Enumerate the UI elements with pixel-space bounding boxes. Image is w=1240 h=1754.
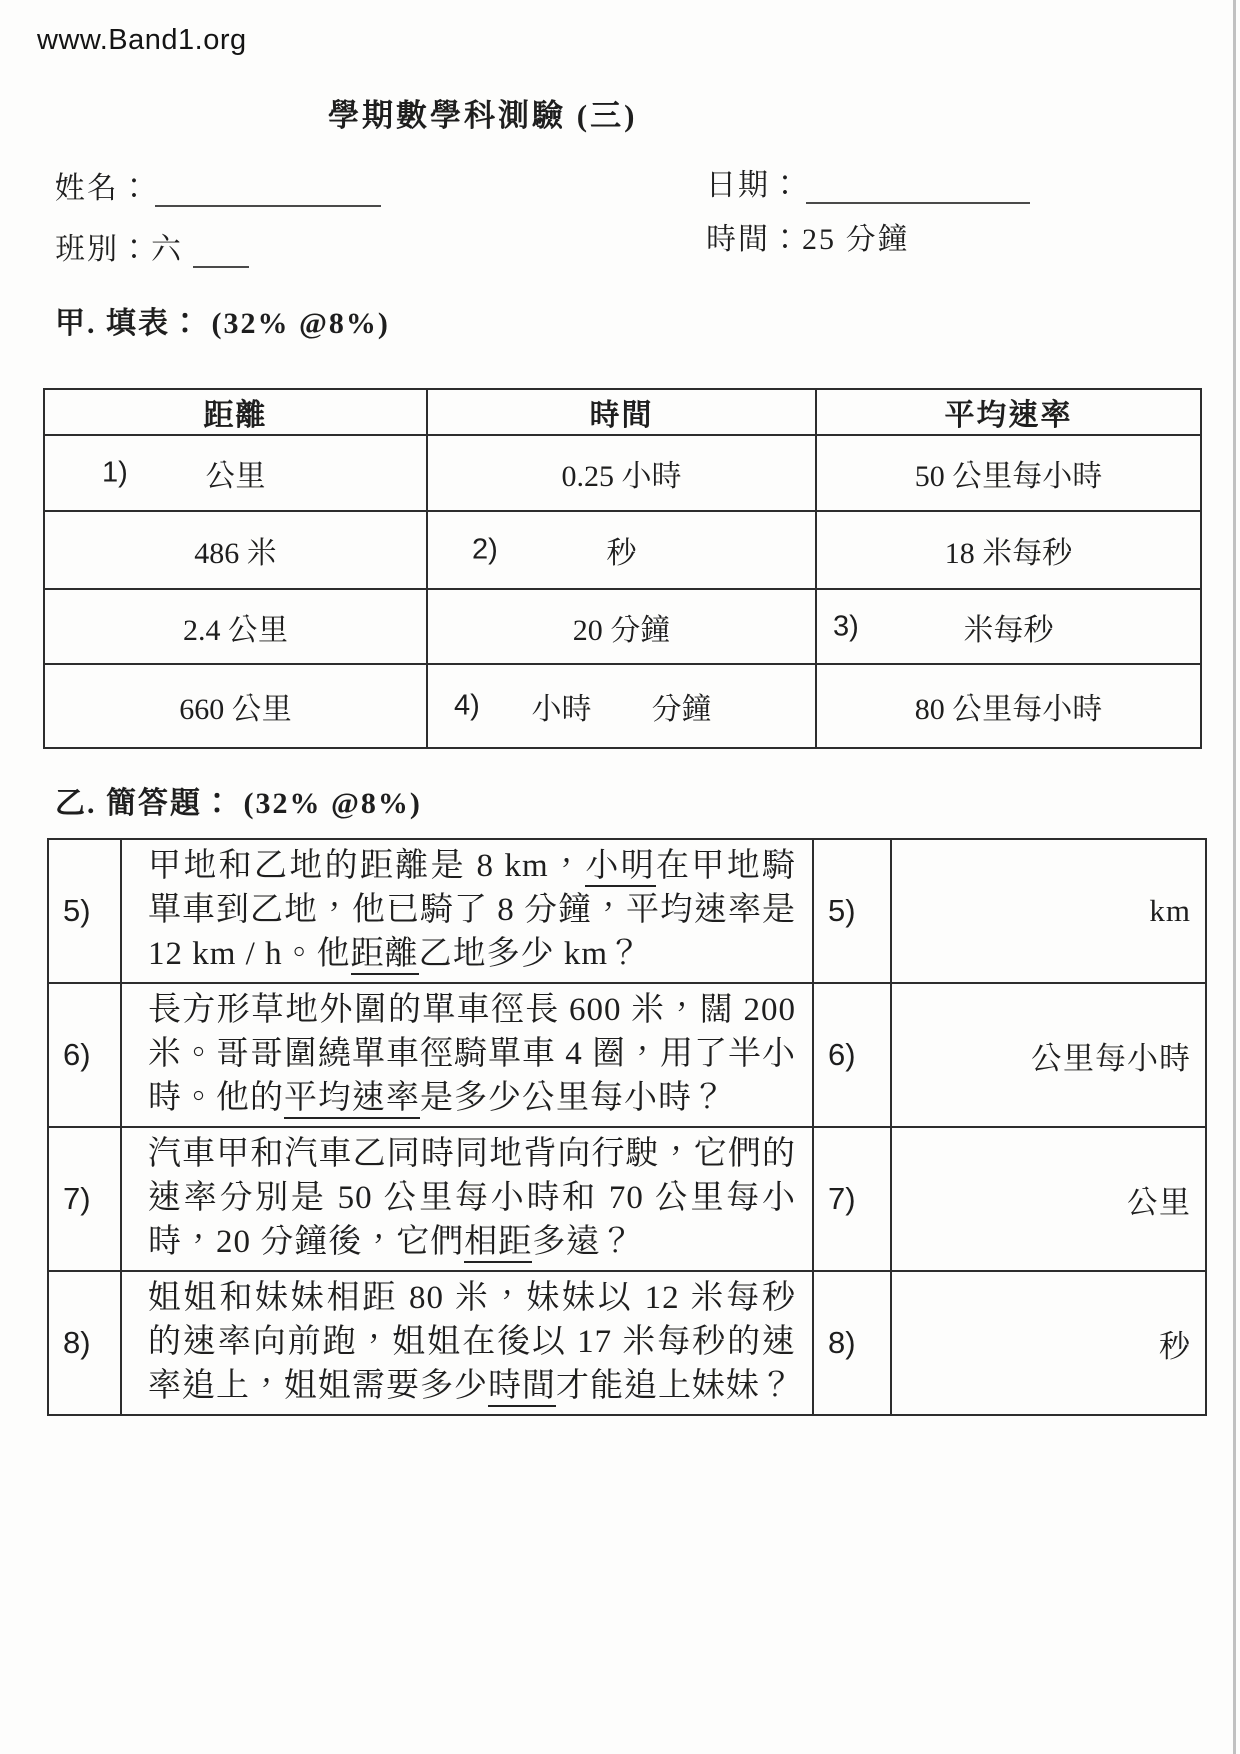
questions-table: [47, 838, 1207, 1416]
question-text: [121, 1271, 813, 1415]
cell-unit: 公里: [205, 460, 266, 493]
underlined-text: 小明: [585, 848, 656, 887]
question-row-5: [48, 839, 1206, 983]
fill-in-table: [43, 388, 1202, 749]
text-segment: 甲地和乙地的距離是 8 km，: [148, 848, 586, 884]
question-row-7: [48, 1127, 1206, 1271]
table-row: [44, 664, 1201, 748]
col-header-distance: 距離: [44, 389, 427, 435]
question-number: 4): [454, 689, 480, 722]
text-segment: 汽車甲和汽車乙同時同地背向行駛，它們的速率分別是 50 公里每小時和 70 公里每小時，20 分鐘後，它們: [148, 1136, 796, 1260]
underlined-text: 相距: [464, 1224, 532, 1263]
question-row-6: [48, 983, 1206, 1127]
question-number: 5): [48, 839, 121, 983]
question-text: [121, 983, 813, 1127]
question-number: 2): [472, 533, 498, 566]
underlined-text: 距離: [351, 936, 419, 975]
name-label: 姓名：: [55, 172, 151, 205]
cell-speed: 50 公里每小時: [816, 435, 1201, 511]
answer-number: 7): [813, 1127, 891, 1271]
cell-distance: 2.4 公里: [44, 589, 427, 664]
answer-unit: 公里: [891, 1127, 1206, 1271]
cell-distance: 660 公里: [44, 664, 427, 748]
table-row: [44, 435, 1201, 511]
question-number: 3): [833, 610, 859, 642]
name-blank-line: [155, 173, 381, 207]
answer-unit: km: [891, 839, 1206, 983]
text-segment: 長方形草地外圍的單車徑長 600 米，闊 200 米。哥哥圍繞單車徑騎單車 4 圈，用了半小時。他的: [148, 992, 796, 1116]
cell-q2-time: [427, 511, 816, 589]
cell-q4-time: [427, 664, 816, 748]
question-number: 1): [102, 456, 128, 489]
date-label: 日期：: [706, 169, 802, 202]
site-logo: www.Band1.org: [37, 24, 247, 56]
text-segment: 乙地多少 km？: [418, 936, 643, 972]
class-blank-line: [193, 234, 249, 268]
section-a-heading: 甲. 填表： (32% @8%): [55, 307, 390, 340]
cell-unit: 秒: [606, 537, 637, 570]
cell-q3-speed: [816, 589, 1201, 664]
text-segment: 才能追上妹妹？: [556, 1368, 794, 1404]
col-header-time: 時間: [427, 389, 816, 435]
cell-unit: 米每秒: [963, 613, 1054, 647]
date-field: [706, 160, 1030, 204]
question-text: [121, 1127, 813, 1271]
cell-speed: 18 米每秒: [816, 511, 1201, 589]
underlined-text: 平均速率: [284, 1080, 420, 1119]
underlined-text: 時間: [488, 1368, 556, 1407]
cell-time: 0.25 小時: [427, 435, 816, 511]
scan-edge-artifact: [1233, 0, 1236, 1754]
text-segment: 姐姐和妹妹相距 80 米，妹妹以 12 米每秒的速率向前跑，姐姐在後以 17 米每秒的速率追上，姐姐需要多少: [148, 1280, 796, 1404]
question-number: 8): [48, 1271, 121, 1415]
cell-speed: 80 公里每小時: [816, 664, 1201, 748]
class-value: 六: [151, 233, 183, 266]
question-text: [121, 839, 813, 983]
cell-unit: 小時 分鐘: [531, 693, 712, 726]
answer-unit: 秒: [891, 1271, 1206, 1415]
cell-distance: 486 米: [44, 511, 427, 589]
page-title: 學期數學科測驗 (三): [328, 98, 638, 133]
fill-in-table-header-row: [44, 389, 1201, 435]
time-value: 25 分鐘: [802, 223, 910, 256]
class-field: [55, 224, 249, 268]
text-segment: 是多少公里每小時？: [420, 1080, 726, 1116]
time-label: 時間：: [706, 223, 802, 256]
class-label: 班別：: [55, 233, 151, 266]
time-field: [706, 214, 910, 258]
cell-q1-distance: [44, 435, 427, 511]
question-number: 6): [48, 983, 121, 1127]
table-row: [44, 511, 1201, 589]
answer-number: 5): [813, 839, 891, 983]
table-row: [44, 589, 1201, 664]
question-row-8: [48, 1271, 1206, 1415]
date-blank-line: [806, 170, 1030, 204]
text-segment: 多遠？: [532, 1224, 635, 1260]
question-number: 7): [48, 1127, 121, 1271]
text-segment: 在甲地騎單車到乙地，他已騎了 8 分鐘，平均速率是 12 km / h。他: [148, 848, 797, 972]
answer-unit: 公里每小時: [891, 983, 1206, 1127]
section-b-heading: 乙. 簡答題： (32% @8%): [55, 787, 422, 820]
answer-number: 6): [813, 983, 891, 1127]
cell-time: 20 分鐘: [427, 589, 816, 664]
name-field: [55, 163, 381, 207]
col-header-average-speed: 平均速率: [816, 389, 1201, 435]
answer-number: 8): [813, 1271, 891, 1415]
